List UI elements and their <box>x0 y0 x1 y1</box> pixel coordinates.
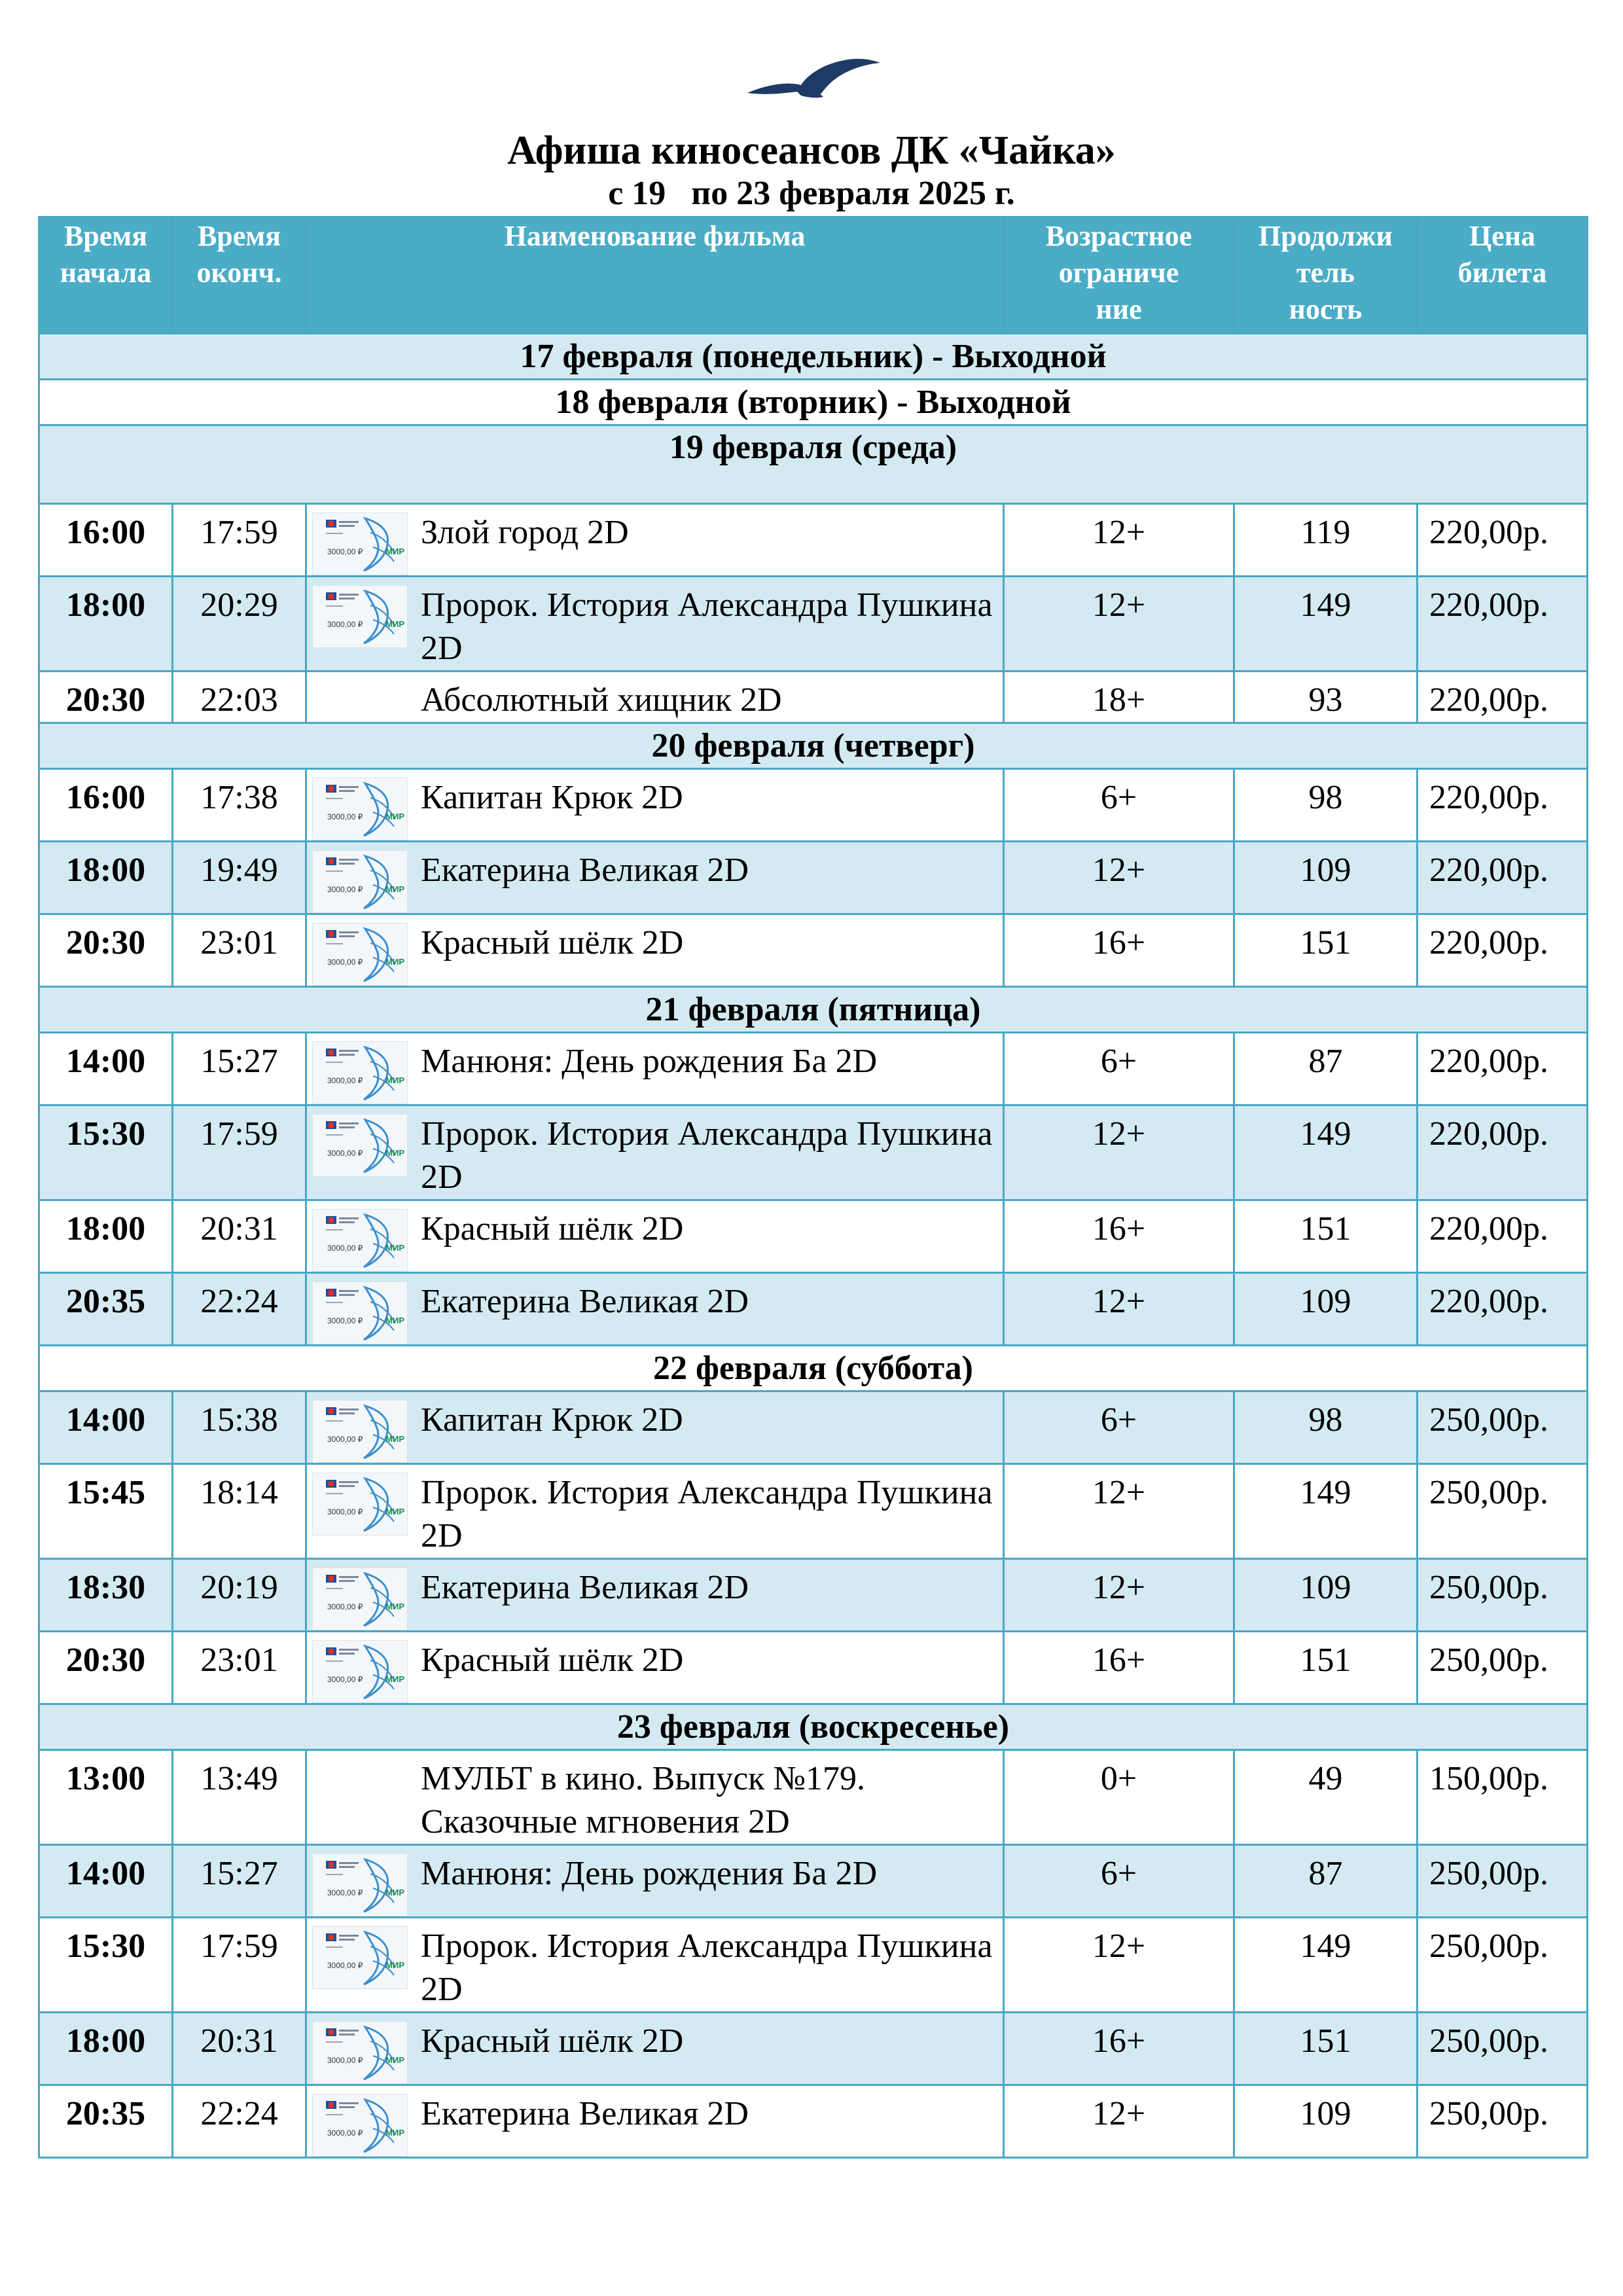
table-row <box>39 1200 1588 1273</box>
end-time: 13:49 <box>173 1750 306 1845</box>
start-time: 20:35 <box>39 2085 173 2158</box>
day-header-row <box>39 380 1588 425</box>
date-range-subtitle: с 19 по 23 февраля 2025 г. <box>608 175 1015 212</box>
film-title: Красный шёлк 2D <box>421 1210 684 1247</box>
duration: 119 <box>1234 504 1418 577</box>
age-rating: 0+ <box>1004 1750 1234 1845</box>
ticket-amount: 3000,00 ₽ <box>327 620 363 629</box>
table-row <box>39 1033 1588 1105</box>
ticket-price: 220,00р. <box>1418 1200 1588 1273</box>
pushkin-card-ticket-icon <box>312 850 408 913</box>
ticket-price: 220,00р. <box>1418 1033 1588 1105</box>
start-time: 14:00 <box>39 1391 173 1464</box>
film-title-cell <box>306 1391 1004 1464</box>
end-time: 15:27 <box>173 1033 306 1105</box>
film-title-cell <box>306 504 1004 577</box>
start-time: 18:00 <box>39 1200 173 1273</box>
day-label: 21 февраля (пятница) <box>39 987 1588 1033</box>
age-rating: 18+ <box>1004 672 1234 723</box>
ticket-amount: 3000,00 ₽ <box>327 1961 363 1970</box>
age-rating: 16+ <box>1004 1632 1234 1704</box>
end-time: 20:31 <box>173 1200 306 1273</box>
ticket-amount: 3000,00 ₽ <box>327 885 363 894</box>
start-time: 14:00 <box>39 1845 173 1918</box>
day-label: 20 февраля (четверг) <box>39 723 1588 769</box>
ticket-price: 250,00р. <box>1418 1559 1588 1632</box>
ticket-price: 250,00р. <box>1418 2085 1588 2158</box>
pushkin-card-ticket-icon <box>312 2094 408 2157</box>
day-label: 19 февраля (среда) <box>39 425 1588 504</box>
film-title: Красный шёлк 2D <box>421 1641 684 1679</box>
film-title: Екатерина Великая 2D <box>421 1283 749 1320</box>
end-time: 15:27 <box>173 1845 306 1918</box>
day-label: 23 февраля (воскресенье) <box>39 1704 1588 1750</box>
start-time: 15:30 <box>39 1918 173 2013</box>
duration: 151 <box>1234 1200 1418 1273</box>
age-rating: 16+ <box>1004 914 1234 987</box>
ticket-brand: МИР <box>385 547 404 556</box>
age-rating: 12+ <box>1004 577 1234 672</box>
age-rating: 16+ <box>1004 2013 1234 2085</box>
ticket-amount: 3000,00 ₽ <box>327 2128 363 2138</box>
film-title: Пророк. История Александра Пушкина 2D <box>421 1474 993 1554</box>
ticket-amount: 3000,00 ₽ <box>327 1675 363 1684</box>
ticket-amount: 3000,00 ₽ <box>327 958 363 967</box>
start-time: 14:00 <box>39 1033 173 1105</box>
pushkin-card-ticket-icon <box>312 1473 408 1535</box>
ticket-price: 220,00р. <box>1418 577 1588 672</box>
film-title-cell <box>306 1632 1004 1704</box>
end-time: 23:01 <box>173 1632 306 1704</box>
table-row <box>39 1750 1588 1845</box>
ticket-price: 220,00р. <box>1418 672 1588 723</box>
duration: 149 <box>1234 1464 1418 1559</box>
table-header-row <box>39 217 1588 334</box>
film-title-cell <box>306 1559 1004 1632</box>
ticket-amount: 3000,00 ₽ <box>327 1244 363 1253</box>
age-rating: 12+ <box>1004 1105 1234 1200</box>
column-header-age: Возрастное ограниче ние <box>1004 217 1234 334</box>
film-title: Пророк. История Александра Пушкина 2D <box>421 1928 993 2008</box>
film-title: Злой город 2D <box>421 514 629 551</box>
film-title: Капитан Крюк 2D <box>421 1401 683 1439</box>
film-title-cell <box>306 1464 1004 1559</box>
ticket-price: 250,00р. <box>1418 2013 1588 2085</box>
duration: 149 <box>1234 1918 1418 2013</box>
table-row <box>39 1845 1588 1918</box>
start-time: 16:00 <box>39 504 173 577</box>
table-row <box>39 1464 1588 1559</box>
ticket-price: 250,00р. <box>1418 1918 1588 2013</box>
ticket-brand: МИР <box>385 884 404 894</box>
duration: 49 <box>1234 1750 1418 1845</box>
day-header-row <box>39 425 1588 504</box>
duration: 149 <box>1234 1105 1418 1200</box>
film-title: Абсолютный хищник 2D <box>421 681 782 719</box>
ticket-price: 220,00р. <box>1418 914 1588 987</box>
ticket-amount: 3000,00 ₽ <box>327 2056 363 2065</box>
start-time: 18:00 <box>39 2013 173 2085</box>
duration: 93 <box>1234 672 1418 723</box>
ticket-brand: МИР <box>385 2055 404 2065</box>
end-time: 17:38 <box>173 769 306 842</box>
pushkin-card-ticket-icon <box>312 1926 408 1989</box>
pushkin-card-ticket-icon <box>312 1114 408 1177</box>
end-time: 17:59 <box>173 1918 306 2013</box>
start-time: 16:00 <box>39 769 173 842</box>
ticket-price: 220,00р. <box>1418 769 1588 842</box>
ticket-amount: 3000,00 ₽ <box>327 812 363 821</box>
duration: 87 <box>1234 1845 1418 1918</box>
ticket-price: 250,00р. <box>1418 1632 1588 1704</box>
ticket-price: 220,00р. <box>1418 1105 1588 1200</box>
film-title: МУЛЬТ в кино. Выпуск №179. Сказочные мгновения 2D <box>421 1760 866 1840</box>
end-time: 17:59 <box>173 504 306 577</box>
day-header-row <box>39 1346 1588 1391</box>
seagull-logo-icon <box>746 52 883 111</box>
film-title-cell <box>306 1845 1004 1918</box>
film-title: Красный шёлк 2D <box>421 2022 684 2060</box>
age-rating: 6+ <box>1004 769 1234 842</box>
start-time: 18:00 <box>39 842 173 914</box>
start-time: 20:30 <box>39 914 173 987</box>
ticket-brand: МИР <box>385 1075 404 1085</box>
age-rating: 12+ <box>1004 1464 1234 1559</box>
ticket-brand: МИР <box>385 1888 404 1897</box>
film-title: Капитан Крюк 2D <box>421 779 683 816</box>
duration: 151 <box>1234 1632 1418 1704</box>
film-title-cell <box>306 2085 1004 2158</box>
end-time: 20:29 <box>173 577 306 672</box>
pushkin-card-ticket-icon <box>312 1568 408 1630</box>
film-title-cell <box>306 672 1004 723</box>
pushkin-card-ticket-icon <box>312 923 408 986</box>
pushkin-card-ticket-icon <box>312 778 408 840</box>
ticket-amount: 3000,00 ₽ <box>327 1888 363 1897</box>
pushkin-card-ticket-icon <box>312 2021 408 2084</box>
age-rating: 12+ <box>1004 842 1234 914</box>
table-row <box>39 1632 1588 1704</box>
age-rating: 6+ <box>1004 1391 1234 1464</box>
duration: 151 <box>1234 2013 1418 2085</box>
end-time: 19:49 <box>173 842 306 914</box>
pushkin-card-ticket-icon <box>312 1041 408 1104</box>
ticket-brand: МИР <box>385 1507 404 1516</box>
ticket-amount: 3000,00 ₽ <box>327 1435 363 1444</box>
end-time: 20:31 <box>173 2013 306 2085</box>
film-title: Пророк. История Александра Пушкина 2D <box>421 1115 993 1196</box>
film-title: Екатерина Великая 2D <box>421 1569 749 1606</box>
end-time: 15:38 <box>173 1391 306 1464</box>
day-label: 17 февраля (понедельник) - Выходной <box>39 334 1588 380</box>
film-title-cell <box>306 842 1004 914</box>
film-title-cell <box>306 1273 1004 1346</box>
duration: 149 <box>1234 577 1418 672</box>
table-row <box>39 914 1588 987</box>
start-time: 20:30 <box>39 672 173 723</box>
film-title-cell <box>306 914 1004 987</box>
film-title-cell <box>306 2013 1004 2085</box>
ticket-price: 250,00р. <box>1418 1391 1588 1464</box>
table-row <box>39 1105 1588 1200</box>
duration: 87 <box>1234 1033 1418 1105</box>
end-time: 20:19 <box>173 1559 306 1632</box>
page-title: Афиша киносеансов ДК «Чайка» <box>507 128 1116 173</box>
film-title-cell <box>306 1750 1004 1845</box>
ticket-price: 220,00р. <box>1418 504 1588 577</box>
start-time: 13:00 <box>39 1750 173 1845</box>
ticket-brand: МИР <box>385 1960 404 1970</box>
day-label: 22 февраля (суббота) <box>39 1346 1588 1391</box>
end-time: 17:59 <box>173 1105 306 1200</box>
end-time: 18:14 <box>173 1464 306 1559</box>
day-header-row <box>39 334 1588 380</box>
duration: 151 <box>1234 914 1418 987</box>
ticket-brand: МИР <box>385 812 404 821</box>
ticket-amount: 3000,00 ₽ <box>327 547 363 556</box>
schedule-table <box>38 216 1588 2159</box>
ticket-price: 250,00р. <box>1418 1845 1588 1918</box>
start-time: 18:30 <box>39 1559 173 1632</box>
film-title-cell <box>306 1918 1004 2013</box>
film-title-cell <box>306 1200 1004 1273</box>
age-rating: 12+ <box>1004 1918 1234 2013</box>
duration: 98 <box>1234 1391 1418 1464</box>
film-title-cell <box>306 577 1004 672</box>
age-rating: 12+ <box>1004 1273 1234 1346</box>
ticket-brand: МИР <box>385 619 404 629</box>
day-label: 18 февраля (вторник) - Выходной <box>39 380 1588 425</box>
ticket-brand: МИР <box>385 1316 404 1325</box>
ticket-brand: МИР <box>385 1434 404 1444</box>
age-rating: 16+ <box>1004 1200 1234 1273</box>
table-row <box>39 2013 1588 2085</box>
duration: 109 <box>1234 1559 1418 1632</box>
table-row <box>39 672 1588 723</box>
column-header-end: Время оконч. <box>173 217 306 334</box>
ticket-amount: 3000,00 ₽ <box>327 1602 363 1611</box>
pushkin-card-ticket-icon <box>312 1854 408 1916</box>
ticket-brand: МИР <box>385 1602 404 1611</box>
film-title: Екатерина Великая 2D <box>421 2095 749 2132</box>
column-header-title: Наименование фильма <box>306 217 1004 334</box>
pushkin-card-ticket-icon <box>312 585 408 648</box>
ticket-brand: МИР <box>385 1674 404 1684</box>
start-time: 15:45 <box>39 1464 173 1559</box>
table-row <box>39 1559 1588 1632</box>
end-time: 23:01 <box>173 914 306 987</box>
film-title-cell <box>306 1033 1004 1105</box>
table-row <box>39 577 1588 672</box>
ticket-amount: 3000,00 ₽ <box>327 1149 363 1158</box>
ticket-amount: 3000,00 ₽ <box>327 1316 363 1325</box>
duration: 109 <box>1234 842 1418 914</box>
end-time: 22:24 <box>173 2085 306 2158</box>
duration: 109 <box>1234 1273 1418 1346</box>
duration: 109 <box>1234 2085 1418 2158</box>
table-row <box>39 2085 1588 2158</box>
day-header-row <box>39 723 1588 769</box>
ticket-brand: МИР <box>385 1243 404 1253</box>
table-row <box>39 1918 1588 2013</box>
film-title: Манюня: День рождения Ба 2D <box>421 1043 878 1080</box>
start-time: 20:35 <box>39 1273 173 1346</box>
duration: 98 <box>1234 769 1418 842</box>
table-row <box>39 1391 1588 1464</box>
start-time: 18:00 <box>39 577 173 672</box>
ticket-brand: МИР <box>385 2128 404 2138</box>
column-header-price: Цена билета <box>1418 217 1588 334</box>
film-title-cell <box>306 1105 1004 1200</box>
ticket-price: 220,00р. <box>1418 1273 1588 1346</box>
age-rating: 12+ <box>1004 2085 1234 2158</box>
day-header-row <box>39 987 1588 1033</box>
start-time: 15:30 <box>39 1105 173 1200</box>
pushkin-card-ticket-icon <box>312 1400 408 1463</box>
age-rating: 12+ <box>1004 1559 1234 1632</box>
age-rating: 12+ <box>1004 504 1234 577</box>
table-row <box>39 842 1588 914</box>
table-row <box>39 769 1588 842</box>
column-header-start: Время начала <box>39 217 173 334</box>
pushkin-card-ticket-icon <box>312 1282 408 1344</box>
column-header-duration: Продолжи тель ность <box>1234 217 1418 334</box>
day-header-row <box>39 1704 1588 1750</box>
ticket-amount: 3000,00 ₽ <box>327 1507 363 1516</box>
age-rating: 6+ <box>1004 1033 1234 1105</box>
pushkin-card-ticket-icon <box>312 512 408 575</box>
pushkin-card-ticket-icon <box>312 1640 408 1703</box>
pushkin-card-ticket-icon <box>312 1209 408 1272</box>
ticket-amount: 3000,00 ₽ <box>327 1076 363 1085</box>
start-time: 20:30 <box>39 1632 173 1704</box>
ticket-brand: МИР <box>385 1148 404 1158</box>
table-row <box>39 1273 1588 1346</box>
film-title: Манюня: День рождения Ба 2D <box>421 1855 878 1892</box>
film-title: Екатерина Великая 2D <box>421 852 749 889</box>
ticket-price: 150,00р. <box>1418 1750 1588 1845</box>
ticket-price: 250,00р. <box>1418 1464 1588 1559</box>
end-time: 22:03 <box>173 672 306 723</box>
film-title-cell <box>306 769 1004 842</box>
ticket-brand: МИР <box>385 957 404 967</box>
film-title: Красный шёлк 2D <box>421 924 684 961</box>
table-row <box>39 504 1588 577</box>
ticket-price: 220,00р. <box>1418 842 1588 914</box>
film-title: Пророк. История Александра Пушкина 2D <box>421 586 993 667</box>
age-rating: 6+ <box>1004 1845 1234 1918</box>
end-time: 22:24 <box>173 1273 306 1346</box>
